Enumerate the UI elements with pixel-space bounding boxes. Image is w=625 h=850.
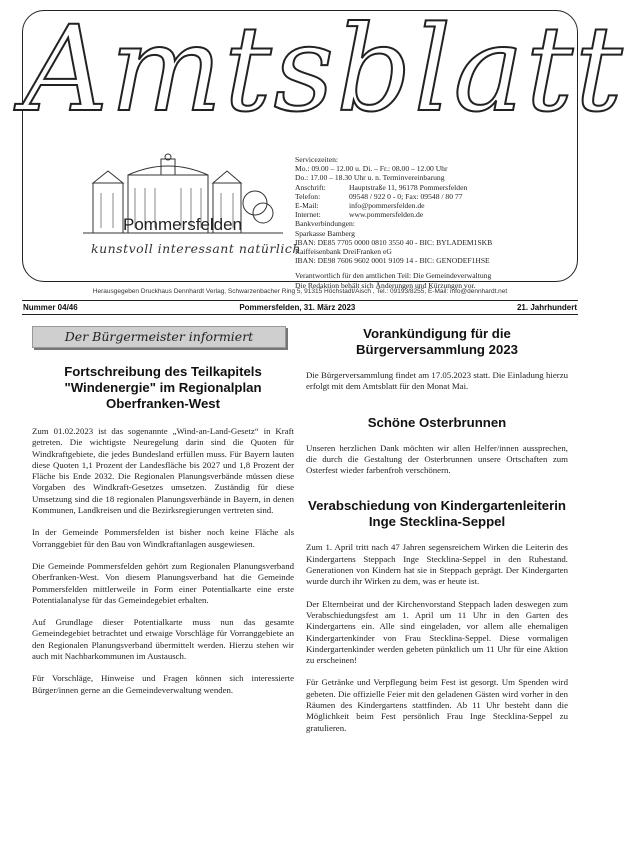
info-row: Mo.: 09.00 – 12.00 u. Di. – Fr.: 08.00 – 12.00 Uhr: [295, 164, 448, 174]
info-row: Sparkasse Bamberg: [295, 228, 355, 238]
issue-number: Nummer 04/46: [23, 303, 78, 312]
article-heading: Vorankündigung für die Bürgerversammlung 2023: [356, 326, 518, 357]
issue-place-date: Pommersfelden, 31. März 2023: [239, 303, 356, 312]
article-heading: Schöne Osterbrunnen: [367, 414, 507, 430]
info-row: Verantwortlich für den amtlichen Teil: Die Gemeindeverwaltung: [295, 271, 492, 281]
info-row: Internet: www.pommersfelden.de: [295, 210, 424, 220]
info-row: Telefon: 09548 / 922 0 - 0; Fax: 09548 / 80 77: [295, 191, 463, 201]
info-row: IBAN: DE85 7705 0000 0810 3550 40 - BIC: BYLADEM1SKB: [295, 237, 493, 247]
left-column: [32, 326, 294, 696]
publisher-line: Herausgegeben Druckhaus Dennhardt Verlag, Schwarzenbacher Ring 5, 91315 Höchstadt/Aisch , Tel.: 09193/8255, E-Mail: info@dennhardt.net: [92, 288, 508, 295]
info-row: Raiffeisenbank DreiFranken eG: [295, 247, 392, 257]
article-paragraph: Zum 01.02.2023 ist das sogenannte „Wind-an-Land-Gesetz“ in Kraft getreten. Die wichtigste Neuregelung darin sind die Quoten für Windkraftgebiete, die jedes Bundesland erfüllen muss. Für Bayern lauten diese Quoten 1,1 Prozent der Landesfläche bis 2027 und 1,8 Prozent der Fläche bis Ende 2032. Die Regionalen Planungsverbände müssen diese Vorgaben des Windkraft-Gesetzes umsetzen. Zuständig für diese Umsetzung sind die 18 regionalen Planungsverbände in Bayern, in denen Kommunen, Landkreisen und die Bezirksregierungen vertreten sind.: [32, 426, 294, 516]
article-heading: Fortschreibung des Teilkapitels "Windenergie" im Regionalplan Oberfranken-West: [64, 364, 262, 411]
section-banner: Der Bürgermeister informiert: [32, 326, 286, 348]
info-row: Servicezeiten:: [295, 155, 339, 164]
article-paragraph: Für Vorschläge, Hinweise und Fragen können sich interessierte Bürger/innen gerne an die Gemeindeverwaltung wenden.: [32, 673, 294, 695]
article-paragraph: Die Gemeinde Pommersfelden gehört zum Regionalen Planungsverband Oberfranken-West. Von diesem Planungsverband hat die Gemeinde Pommersfelden mittlerweile in Form einer Potentialkarte eine erste Potentialanalyse für das Gemeindegebiet erhalten.: [32, 560, 294, 605]
article-paragraph: Für Getränke und Verpflegung beim Fest ist gesorgt. Um Spenden wird gebeten. Die offizielle Feier mit den geladenen Gästen wird vorher in den Räumen des Kindergartens stattfinden. Ab 11 Uhr besteht dann die Möglichkeit beim Fest persönlich Frau Inge Stecklina-Seppel zu gratulieren.: [306, 677, 568, 733]
logo-municipality-name: Pommersfelden: [123, 215, 243, 234]
info-row: Die Redaktion behält sich Änderungen und Kürzungen vor.: [295, 280, 476, 290]
article-paragraph: Auf Grundlage dieser Potentialkarte muss nun das gesamte Gemeindegebiet betrachtet und etwaige Vorschläge für Vorranggebiete an den Regionalen Planungsverband übermittelt werden. Hierzu stehen wir auch mit Nachbarkommunen im Austausch.: [32, 617, 294, 662]
info-row: IBAN: DE98 7606 9602 0001 9109 14 - BIC: GENODEF1HSE: [295, 256, 490, 266]
logo-slogan: kunstvoll interessant natürlich: [91, 241, 301, 256]
issue-volume: 21. Jahrhundert: [516, 303, 577, 312]
article-paragraph: Unseren herzlichen Dank möchten wir allen Helfer/innen aussprechen, die durch die Gestaltung der Osterbrunnen unsere Ortschaften zum Osterfest wieder farbenfroh verschönern.: [306, 442, 568, 476]
article-heading: Verabschiedung von Kindergartenleiterin Inge Stecklina-Seppel: [308, 498, 566, 530]
article-paragraph: Die Bürgerversammlung findet am 17.05.2023 statt. Die Einladung hierzu erfolgt mit dem Amtsblatt für den Monat Mai.: [306, 370, 568, 392]
info-row: Anschrift: Hauptstraße 11, 96178 Pommersfelden: [295, 182, 468, 192]
right-column: [306, 326, 568, 734]
info-row: Bankverbindungen:: [295, 219, 355, 229]
service-info: [295, 155, 575, 290]
masthead: [22, 0, 625, 290]
article-paragraph: Zum 1. April tritt nach 47 Jahren segensreichem Wirken die Leiterin des Kindergartens Steppach Inge Stecklina-Seppel in den Ruhestand. Generationen von Kindern hat sie in Steppach geprägt. Der Kindergarten wurde durch ihr Wirken zu dem, was er heute ist.: [306, 542, 568, 587]
info-row: Do.: 17.00 – 18.30 Uhr u. n. Terminvereinbarung: [295, 173, 445, 183]
article-paragraph: In der Gemeinde Pommersfelden ist bisher noch keine Fläche als Vorranggebiet für den Bau von Windkraftanlagen ausgewiesen.: [32, 527, 294, 549]
article-paragraph: Der Elternbeirat und der Kirchenvorstand Steppach laden deswegen zum Verabschiedungsfest am 1. April um 11 Uhr in den Garten des Kindergartens ein. Alle sind eingeladen, vor allem alle ehemaligen Kindergartenkinder von Frau Stecklina-Seppel. Diese vormaligen Kindergartenkinder werden gebeten pünktlich um 11 Uhr für eine Aktion zu erscheinen!: [306, 598, 568, 666]
info-row: E-Mail: info@pommersfelden.de: [295, 201, 425, 211]
issue-bar: [22, 300, 578, 315]
masthead-title: Amtsblatt: [23, 0, 625, 138]
